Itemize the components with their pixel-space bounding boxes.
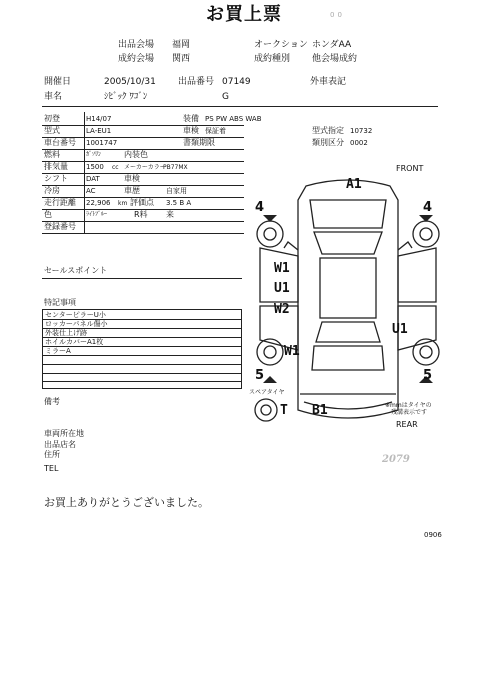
sales-point-label: セールスポイント: [44, 266, 108, 275]
tread-rear-left: 5: [255, 368, 265, 383]
reg-label: 登録番号: [44, 222, 76, 231]
mileage-value: 22,906: [86, 199, 111, 207]
shift-label: シフト: [44, 174, 68, 183]
carname-label: 車名: [44, 92, 63, 102]
spec-line: [42, 173, 244, 174]
mm-note-2: 残溝表示です: [391, 409, 428, 416]
wheel-hub: [261, 405, 271, 415]
doc-no-label: 書類期限: [183, 138, 215, 147]
car-tailgate: [312, 346, 384, 370]
cat-value: 0002: [350, 139, 368, 147]
car-hood: [310, 200, 386, 228]
damage-u1-left: U1: [274, 281, 290, 296]
r-label: R料: [134, 210, 148, 219]
spec-line: [42, 137, 244, 138]
car-body-outline: [298, 177, 398, 418]
ac-label: 冷房: [44, 186, 60, 195]
car-rear-window: [316, 322, 380, 342]
sold-venue-value: 関西: [172, 54, 191, 64]
tread-front-right: 4: [423, 200, 433, 215]
damage-u1-right: U1: [392, 322, 408, 337]
remarks-label: 備考: [44, 397, 60, 406]
history-label: 車歴: [124, 186, 140, 195]
notes-line: [42, 328, 242, 329]
color-label: 色: [44, 210, 52, 219]
inspection-label: 車検: [183, 126, 199, 135]
spec-line: [42, 197, 244, 198]
equip-label: 装備: [183, 114, 199, 123]
fuel-value: ｶﾞｿﾘﾝ: [86, 151, 102, 158]
maker-color-label: メーカーカラー: [124, 164, 166, 171]
wheel-hub: [420, 346, 432, 358]
arrow-fr: [419, 215, 433, 222]
damage-w1-top: W1: [274, 261, 290, 276]
spare-t-mark: T: [280, 403, 288, 418]
sold-type-value: 他会場成約: [312, 54, 358, 64]
auction-label: オークション: [254, 40, 308, 50]
address-label: 住所: [44, 450, 60, 459]
notes-item: 外装仕上げ跡: [45, 329, 87, 337]
history-value: 自家用: [166, 187, 187, 195]
notes-line: [42, 373, 242, 374]
rear-label: REAR: [396, 420, 418, 429]
spare-tire-label: スペアタイヤ: [249, 389, 285, 396]
venue-label: 出品会場: [118, 40, 155, 50]
displacement-value: 1500: [86, 163, 104, 171]
fuel-label: 燃料: [44, 150, 60, 159]
grade-value: G: [222, 92, 229, 102]
wheel-hub: [264, 346, 276, 358]
page-title: お買上票: [206, 4, 282, 25]
model-spec-label: 型式指定: [312, 126, 344, 135]
score-label: 評価点: [130, 198, 154, 207]
place-label: 車両所在地: [44, 429, 84, 438]
spare-tire: [255, 399, 277, 421]
exterior-label: 外車表記: [310, 77, 347, 87]
notes-label: 特記事項: [44, 298, 76, 307]
stamp-mark: 00: [330, 11, 345, 19]
model-value: LA-EU1: [86, 127, 112, 135]
chassis-label: 車台番号: [44, 138, 76, 147]
spec-line: [42, 149, 244, 150]
tread-rear-right: 5: [423, 368, 433, 383]
damage-w2: W2: [274, 302, 290, 317]
handwritten-number: 2079: [382, 454, 410, 465]
tread-front-left: 4: [255, 200, 265, 215]
spec-line: [42, 161, 244, 162]
model-label: 型式: [44, 126, 60, 135]
car-right-front-door: [398, 248, 436, 302]
km-unit: km: [118, 200, 128, 207]
thanks-message: お買上ありがとうございました。: [44, 496, 209, 509]
car-windshield: [314, 232, 382, 254]
shift-value: DAT: [86, 175, 100, 183]
car-left-mirror: [284, 242, 298, 250]
damage-a1: A1: [346, 177, 362, 192]
cc-unit: cc: [112, 164, 119, 171]
doc-number: 0906: [424, 531, 442, 539]
spec-line: [42, 125, 244, 126]
model-spec-value: 10732: [350, 127, 373, 135]
wheel-front-right: [413, 221, 439, 247]
spec-line: [42, 209, 244, 210]
front-label: FRONT: [396, 164, 424, 173]
tel-label: TEL: [44, 464, 59, 473]
displacement-label: 排気量: [44, 162, 68, 171]
spec-vline: [84, 112, 85, 233]
wheel-hub: [420, 228, 432, 240]
notes-line: [42, 381, 242, 382]
car-roof: [320, 258, 376, 318]
mm-note-1: ※mmはタイヤの: [385, 402, 432, 409]
spec-line: [42, 233, 244, 234]
notes-item: センターピラーU小: [45, 311, 106, 319]
score-value: 3.5 B A: [166, 199, 192, 207]
chassis-value: 1001747: [86, 139, 118, 147]
r-value: 来: [166, 210, 174, 219]
mileage-label: 走行距離: [44, 198, 76, 207]
damage-w1-bottom: W1: [284, 344, 300, 359]
car-right-mirror: [398, 242, 412, 250]
date-label: 開催日: [44, 77, 72, 87]
cat-label: 類別区分: [312, 138, 344, 147]
arrow-rl: [263, 376, 277, 383]
seats-label: 車検: [124, 174, 140, 183]
notes-item: ロッカーパネル傷小: [45, 320, 108, 328]
notes-line: [42, 319, 242, 320]
color-value: ﾗｲﾄﾌﾞﾙｰ: [86, 211, 108, 218]
venue-value: 福岡: [172, 40, 191, 50]
equip-value: PS PW ABS WAB: [205, 115, 262, 123]
sold-type-label: 成約種別: [254, 54, 291, 64]
notes-line: [42, 364, 242, 365]
notes-item: ミラーA: [45, 347, 71, 355]
date-value: 2005/10/31: [104, 77, 156, 87]
notes-line: [42, 355, 242, 356]
inspection-value: 保証着: [205, 127, 226, 135]
spec-line: [42, 185, 244, 186]
auction-value: ホンダAA: [312, 40, 352, 50]
first-reg-label: 初登: [44, 114, 60, 123]
interior-label: 内装色: [124, 150, 148, 159]
wheel-hub: [264, 228, 276, 240]
carname-value: ｼﾋﾞｯｸ ﾜｺﾞﾝ: [104, 92, 148, 102]
maker-color-value: PB77MX: [163, 164, 188, 171]
sales-line: [42, 278, 242, 279]
sold-venue-label: 成約会場: [118, 54, 155, 64]
notes-item: ホイルカバーA1枚: [45, 338, 104, 346]
damage-b1: B1: [312, 403, 328, 418]
lot-value: 07149: [222, 77, 251, 87]
wheel-front-left: [257, 221, 283, 247]
arrow-fl: [263, 215, 277, 222]
spec-line: [42, 221, 244, 222]
lot-label: 出品番号: [178, 77, 215, 87]
ac-value: AC: [86, 187, 96, 195]
store-label: 出品店名: [44, 440, 76, 449]
first-reg-value: H14/07: [86, 115, 112, 123]
notes-line: [42, 337, 242, 338]
divider-top: [42, 106, 438, 107]
notes-line: [42, 346, 242, 347]
